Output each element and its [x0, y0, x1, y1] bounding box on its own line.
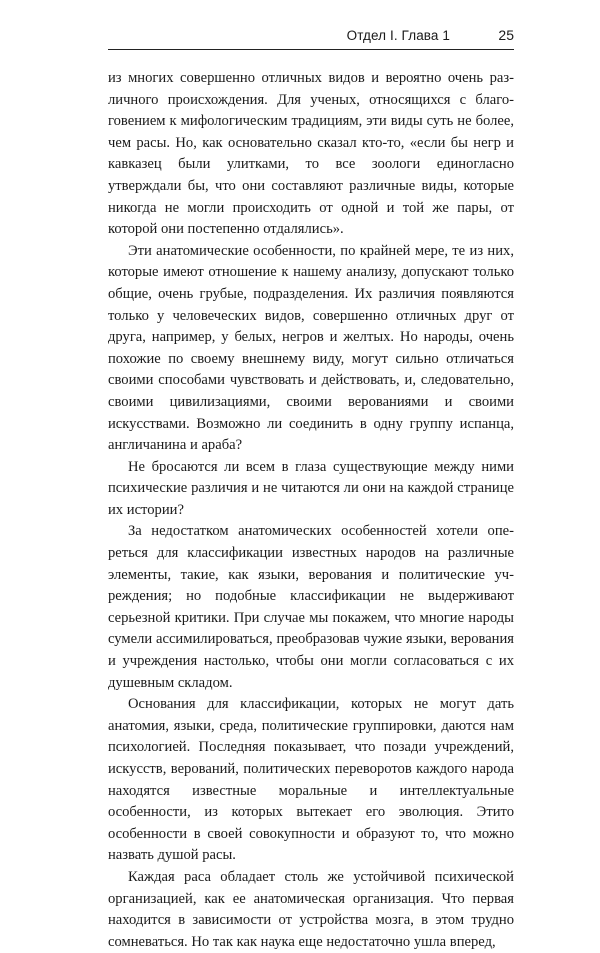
chapter-title: Отдел I. Глава 1 [346, 28, 450, 43]
paragraph-3: Не бросаются ли всем в глаза существующие между ними психические различия и не читаются ли они на каждой странице их истории? [108, 458, 514, 518]
header-rule [108, 49, 514, 50]
paragraph-6: Каждая раса обладает столь же устойчивой психической организацией, как ее анатомическая организация. Что первая находится в зависимости от устройства мозга, в этом трудно сомневаться. Но так как наука еще недостаточно ушла вперед, [108, 868, 514, 950]
paragraph-4: За недостатком анатомических особенностей хотели опереться для классификации известных народов на различные элементы, такие, как языки, верования и политические учреждения; но подобные классификации не выдерживают серьезной критики. При случае мы покажем, что многие народы сумели ассимилироваться, преобразовав чужие языки, верования и учреждения настолько, чтобы они могли согласоваться с их душевным складом. [108, 523, 514, 691]
paragraph-2: Эти анатомические особенности, по крайней мере, те из них, которые имеют отношение к нашему анализу, допускают только общие, очень грубые, подразделения. Их различия появляются только у человеческих видов, совершенно отличных друг от друга, например, у белых, негров и желтых. Но народы, очень похожие по своему внешнему виду, могут сильно отличаться своими способами чувствовать и действовать, и, следовательно, своими цивилизациями, своими верованиями и своими искусствами. Возможно ли соединить в одну группу испанца, англичанина и араба? [108, 242, 514, 454]
body-text [108, 68, 514, 953]
running-head [108, 20, 514, 50]
page-number: 25 [498, 27, 514, 43]
paragraph-1: из многих совершенно отличных видов и вероятно очень различного происхождения. Для ученых, относящихся с благоговением к мифологическим традициям, эти виды суть не более, чем расы. Но, как основательно сказал кто-то, «если бы негр и кавказец были улитками, то все зоологи единогласно утверждали бы, что они составляют различные виды, которые никогда не могли происходить от одной и той же пары, от которой они постепенно отдалялись». [108, 70, 514, 238]
paragraph-5: Основания для классификации, которых не могут дать анатомия, языки, среда, политические группировки, даются нам психологией. Последняя показывает, что позади учреждений, искусств, верований, политических переворотов каждого народа находятся известные моральные и интеллектуальные особенности, из которых вытекает его эволюция. Этито особенности в своей совокупности и образуют то, что можно назвать душой расы. [108, 696, 514, 864]
